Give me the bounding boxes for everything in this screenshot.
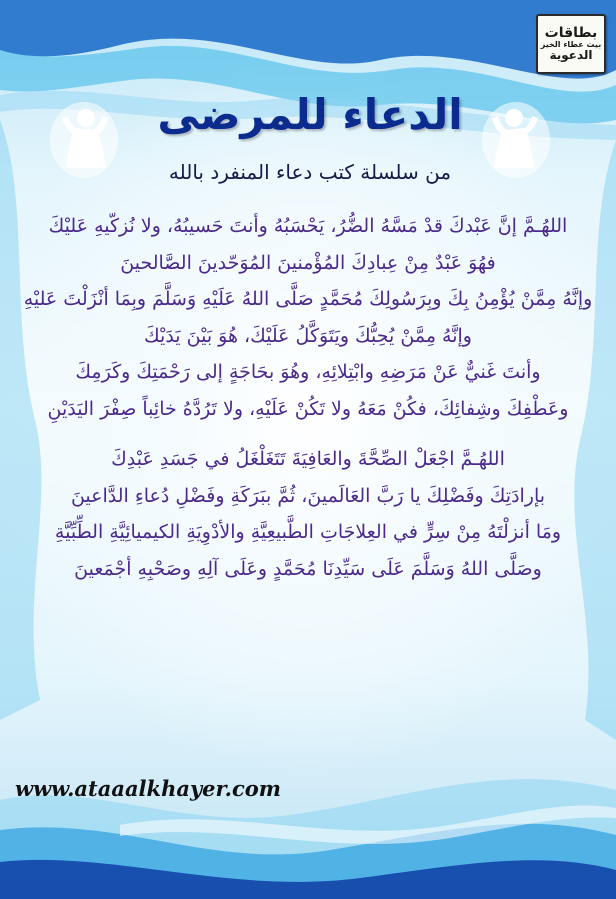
praying-figure-icon (48, 96, 120, 180)
dua-line: فهُوَ عَبْدٌ مِنْ عِبادِكَ المُؤْمنينَ المُوَحّدينَ الصَّالحينَ (120, 251, 496, 274)
logo-line-3: الدعوية (549, 48, 593, 63)
dua-line: بإرادَتِكَ وفَضْلِكَ يا رَبَّ العَالَمينَ، ثُمَّ ببَرَكَةِ وفَضْلِ دُعاءِ الدَّاعينَ (70, 484, 546, 507)
logo-line-2: بيت عطاء الخير (540, 39, 602, 49)
dua-line: اللهُـمَّ اجْعَلْ الصِّحَّةَ والعَافِيَةَ تَتَغَلْغَلُ في جَسَدِ عَبْدِكَ (111, 448, 505, 470)
website-link[interactable]: www.ataaalkhayer.com (15, 776, 281, 801)
dua-line: وإنَّهُ مِمَّنْ يُؤْمِنُ بِكَ وبِرَسُولِكَ مُحَمَّدٍ صَلَّى اللهُ عَلَيْهِ وَسَلَّمَ وبِمَا أنْزَلْتَ عَليْهِ (23, 288, 593, 310)
site-logo (536, 14, 606, 74)
card-title: الدعاء للمرضى (157, 90, 463, 139)
dua-line: وصَلَّى اللهُ وَسَلَّمَ عَلَى سَيِّدِنَا مُحَمَّدٍ وعَلَى آلِهِ وصَحْبِهِ أجْمَعينَ (74, 557, 542, 580)
card-subtitle: من سلسلة كتب دعاء المنفرد بالله (168, 160, 452, 184)
dua-line: وإنَّهُ مِمَّنْ يُحِبُّكَ ويَتَوَكَّلُ عَلَيْكَ، هُوَ بَيْنَ يَدَيْكَ (144, 324, 472, 347)
dua-line: اللهُـمَّ إنَّ عَبْدكَ قدْ مَسَّهُ الضُّرُ، يَحْسَبُهُ وأنتَ حَسيبُهُ، ولا نُزكّيهِ عَليْكَ (48, 215, 568, 237)
dua-line: ومَا أنزلْتَهُ مِنْ سِرٍّ في العِلاجَاتِ الطَّبيعِيَّةِ والأدْوِيَةِ الكيميائِيَّةِ الطِّبِّيَّةِ (54, 521, 562, 543)
supplication-text (22, 208, 594, 587)
logo-line-1: بطاقات (544, 25, 598, 42)
paragraph-gap (22, 427, 594, 441)
dua-line: وعَطْفِكَ وشِفائِكَ، فكُنْ مَعَهُ ولا تَكُنْ عَلَيْهِ، ولا تَرُدَّهُ خائِباً صِفْرَ اليَدَيْنِ (47, 397, 569, 420)
dua-line: وأنتَ غَنيٌّ عَنْ مَرَضِهِ وابْتِلائِهِ، وهُوَ بحَاجَةٍ إلى رَحْمَتِكَ وكَرَمِكَ (75, 361, 541, 383)
